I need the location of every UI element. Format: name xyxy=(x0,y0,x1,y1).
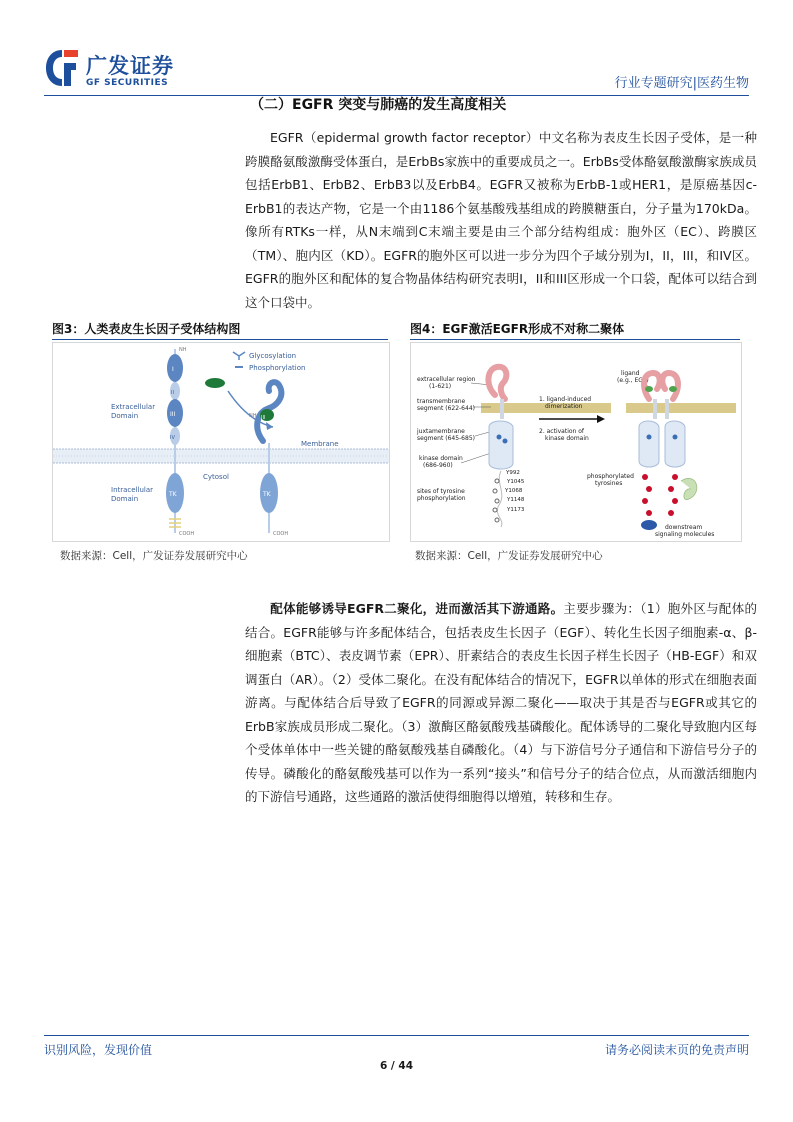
figure4-title: 图4：EGF激活EGFR形成不对称二聚体 xyxy=(410,322,625,336)
domain-iii-label: III xyxy=(170,411,176,418)
label-cooh-left: COOH xyxy=(179,531,195,537)
label-y1068: Y1068 xyxy=(505,488,523,494)
egf-ligand xyxy=(205,378,225,388)
label-extracellular-range: (1-621) xyxy=(429,383,452,390)
label-sites-2: phosphorylation xyxy=(417,495,466,502)
figure4-diagram xyxy=(410,342,742,542)
figure3-title: 图3：人类表皮生长因子受体结构图 xyxy=(52,322,241,336)
label-kinase-domain: kinase domain xyxy=(419,455,463,462)
label-membrane: Membrane xyxy=(301,440,339,448)
paragraph-dimerization-lead: 配体能够诱导EGFR二聚化，进而激活其下游通路。 xyxy=(270,601,564,616)
label-extracellular-domain: Domain xyxy=(111,412,139,420)
figure3-divider xyxy=(52,339,388,340)
egfr-dimerization-illustration xyxy=(411,343,741,541)
label-y1173: Y1173 xyxy=(507,507,525,513)
label-sites: sites of tyrosine xyxy=(417,488,465,495)
label-tyrosines: tyrosines xyxy=(595,480,623,487)
domain-i-label: I xyxy=(172,366,174,373)
label-ligand-eg: (e.g., EGF) xyxy=(617,377,649,384)
label-transmembrane-range: segment (622-644) xyxy=(417,405,475,412)
label-juxtamembrane-range: segment (645-685) xyxy=(417,435,475,442)
footer-divider xyxy=(44,1035,749,1036)
figure4-divider xyxy=(410,339,740,340)
gf-logo-icon xyxy=(44,48,80,88)
label-intracellular-domain: Domain xyxy=(111,495,139,503)
label-ligand: ligand xyxy=(621,370,640,377)
legend-phosphorylation: Phosphorylation xyxy=(249,364,306,372)
paragraph-egfr-intro-text: EGFR（epidermal growth factor receptor）中文名称为表皮生长因子受体，是一种跨膜酪氨酸激酶受体蛋白，是ErbBs家族中的重要成员之一。ErbBs受体酪氨酸激酶家族成员包括ErbB1、ErbB2、ErbB3以及ErbB4。EGFR又被称为ErbB-1或HER1，是原癌基因c-ErbB1的表达产物，它是一个由1186个氨基酸残基组成的跨膜糖蛋白，分子量为170kDa。像所有RTKs一样，从N末端到C末端主要是由三个部分结构组成：胞外区（EC）、跨膜区（TM）、胞内区（KD）。EGFR的胞外区可以进一步分为四个子域分别为I，II，III，和IV区。EGFR的胞外区和配体的复合物晶体结构研究表明I，II和III区形成一个口袋，配体可以结合到这个口袋中。 xyxy=(245,130,757,310)
egfr-structure-illustration xyxy=(53,343,389,541)
footer-slogan: 识别风险，发现价值 xyxy=(44,1043,153,1057)
label-transmembrane: transmembrane xyxy=(417,398,466,405)
leader-lines xyxy=(461,383,493,463)
label-y992: Y992 xyxy=(506,470,520,476)
logo-chinese: 广发证券 xyxy=(86,54,174,78)
label-step1b: dimerization xyxy=(545,403,583,410)
section-title: （二）EGFR 突变与肺癌的发生高度相关 xyxy=(250,97,507,113)
page-number: 6 / 44 xyxy=(379,1060,414,1072)
label-step2: 2. activation of xyxy=(539,428,585,435)
domain-iii-right-label: III xyxy=(261,415,266,421)
egfr-monomer-left xyxy=(166,349,184,533)
egfr-dimer xyxy=(639,373,697,530)
label-downstream: downstream xyxy=(665,524,703,531)
label-y1148: Y1148 xyxy=(507,497,525,503)
label-juxtamembrane: juxtamembrane xyxy=(417,428,465,435)
label-downstream-2: signaling molecules xyxy=(655,531,715,538)
figure4-source: 数据来源：Cell，广发证券发展研究中心 xyxy=(415,550,603,562)
label-step2b: kinase domain xyxy=(545,435,589,442)
tk-left-label: TK xyxy=(169,491,177,498)
glycosylation-icon xyxy=(233,352,245,360)
figure3-source: 数据来源：Cell，广发证券发展研究中心 xyxy=(60,550,248,562)
figure3-diagram xyxy=(52,342,390,542)
logo-english: GF SECURITIES xyxy=(86,78,169,88)
paragraph-dimerization xyxy=(245,597,757,809)
paragraph-dimerization-body: 主要步骤为：（1）胞外区与配体的结合。EGFR能够与许多配体结合，包括表皮生长因子（EGF）、转化生长因子细胞素-α、β-细胞素（BTC）、表皮调节素（EPR）、肝素结合的表皮生长因子样生长因子（HB-EGF）和双调蛋白（AR）。（2）受体二聚化。在没有配体结合的情况下，EGFR以单体的形式在细胞表面游离。与配体结合后导致了EGFR的同源或异源二聚化——取决于其是否与EGFR或其它的ErbB家族成员形成二聚化。（3）激酶区酪氨酸残基磷酸化。配体诱导的二聚化导致胞内区每个受体单体中一些关键的酪氨酸残基自磷酸化。（4）与下游信号分子通信和下游信号分子的传导。磷酸化的酪氨酸残基可以作为一系列“接头”和信号分子的结合位点，从而激活细胞内的下游信号通路，这些通路的激活使得细胞得以增殖，转移和生存。 xyxy=(245,601,757,804)
label-cooh-right: COOH xyxy=(273,531,289,537)
tk-right-label: TK xyxy=(263,491,271,498)
label-kinase-range: (686-960) xyxy=(423,462,453,469)
cell-membrane xyxy=(53,449,389,463)
paragraph-egfr-intro xyxy=(245,126,757,314)
domain-iv-label: IV xyxy=(170,435,175,441)
label-y1045: Y1045 xyxy=(507,479,525,485)
report-category: 行业专题研究|医药生物 xyxy=(614,76,749,91)
label-nh2-left: NH xyxy=(179,347,187,353)
label-extracellular: Extracellular xyxy=(111,403,156,411)
label-phosphorylated: phosphorylated xyxy=(587,473,634,480)
footer-disclaimer: 请务必阅读末页的免责声明 xyxy=(604,1043,749,1057)
label-cytosol: Cytosol xyxy=(203,473,229,481)
process-arrow-head-icon xyxy=(597,415,605,423)
legend-glycosylation: Glycosylation xyxy=(249,352,297,360)
domain-ii-label: II xyxy=(171,390,174,396)
label-intracellular: Intracellular xyxy=(111,486,154,494)
label-nh2-right: NH xyxy=(249,413,257,419)
label-extracellular-region: extracellular region xyxy=(417,376,476,383)
label-step1: 1. ligand-induced xyxy=(539,396,592,403)
membrane-right xyxy=(626,403,736,413)
